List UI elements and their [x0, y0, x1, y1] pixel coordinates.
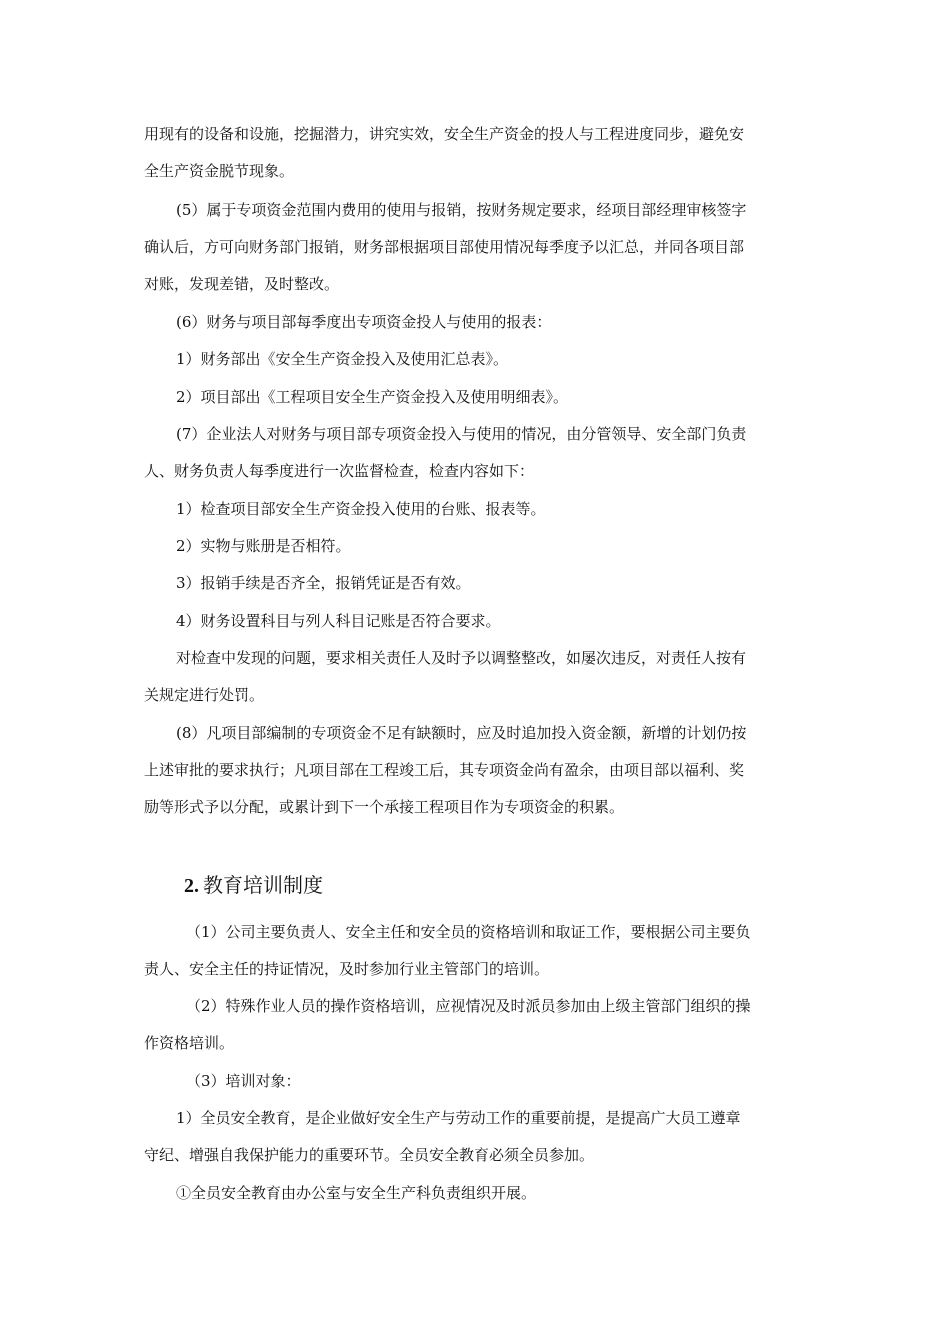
paragraph-line: 励等形式予以分配，或累计到下一个承接工程项目作为专项资金的积累。	[144, 798, 625, 816]
paragraph-line: 对检查中发现的问题，要求相关责任人及时予以调整整改，如屡次违反，对责任人按有	[176, 649, 747, 667]
paragraph-line: 对账，发现差错，及时整改。	[144, 275, 340, 293]
paragraph-line: 全生产资金脱节现象。	[144, 162, 295, 180]
paragraph-line: (5）属于专项资金范围内费用的使用与报销，按财务规定要求，经项目部经理审核签字	[176, 201, 747, 219]
paragraph-line: (8）凡项目部编制的专项资金不足有缺额时，应及时追加投入资金额，新增的计划仍按	[176, 724, 747, 742]
paragraph-line: 2）实物与账册是否相符。	[176, 537, 351, 555]
paragraph-line: 上述审批的要求执行；凡项目部在工程竣工后，其专项资金尚有盈余，由项目部以福利、奖	[144, 761, 745, 779]
section-line: 责人、安全主任的持证情况，及时参加行业主管部门的培训。	[144, 960, 550, 978]
paragraph-line: 用现有的设备和设施，挖掘潜力，讲究实效，安全生产资金的投人与工程进度同步，避免安	[144, 125, 745, 143]
section-line: 守纪、增强自我保护能力的重要环节。全员安全教育必须全员参加。	[144, 1146, 595, 1164]
section-line: （2）特殊作业人员的操作资格培训，应视情况及时派员参加由上级主管部门组织的操	[186, 997, 751, 1015]
paragraph-line: 1）检查项目部安全生产资金投入使用的台账、报表等。	[176, 500, 546, 518]
section-line: 1）全员安全教育，是企业做好安全生产与劳动工作的重要前提，是提高广大员工遵章	[176, 1109, 741, 1127]
section-heading	[184, 872, 323, 899]
paragraph-line: 2）项目部出《工程项目安全生产资金投入及使用明细表》。	[176, 388, 569, 406]
paragraph-line: 确认后，方可向财务部门报销，财务部根据项目部使用情况每季度予以汇总，并同各项目部	[144, 238, 745, 256]
section-title: 教育培训制度	[203, 873, 323, 897]
paragraph-line: (7）企业法人对财务与项目部专项资金投入与使用的情况，由分管领导、安全部门负责	[176, 425, 747, 443]
paragraph-line: 1）财务部出《安全生产资金投入及使用汇总表》。	[176, 350, 509, 368]
section-line: （1）公司主要负责人、安全主任和安全员的资格培训和取证工作，要根据公司主要负	[186, 923, 751, 941]
paragraph-line: 3）报销手续是否齐全，报销凭证是否有效。	[176, 574, 471, 592]
section-line: （3）培训对象：	[186, 1072, 301, 1090]
paragraph-line: 关规定进行处罚。	[144, 686, 265, 704]
section-number: 2.	[184, 875, 199, 897]
section-line: 作资格培训。	[144, 1034, 235, 1052]
section-line: ①全员安全教育由办公室与安全生产科负责组织开展。	[176, 1184, 537, 1202]
paragraph-line: (6）财务与项目部每季度出专项资金投人与使用的报表：	[176, 313, 552, 331]
paragraph-line: 4）财务设置科目与列人科目记账是否符合要求。	[176, 612, 501, 630]
paragraph-line: 人、财务负责人每季度进行一次监督检查，检查内容如下：	[144, 462, 535, 480]
